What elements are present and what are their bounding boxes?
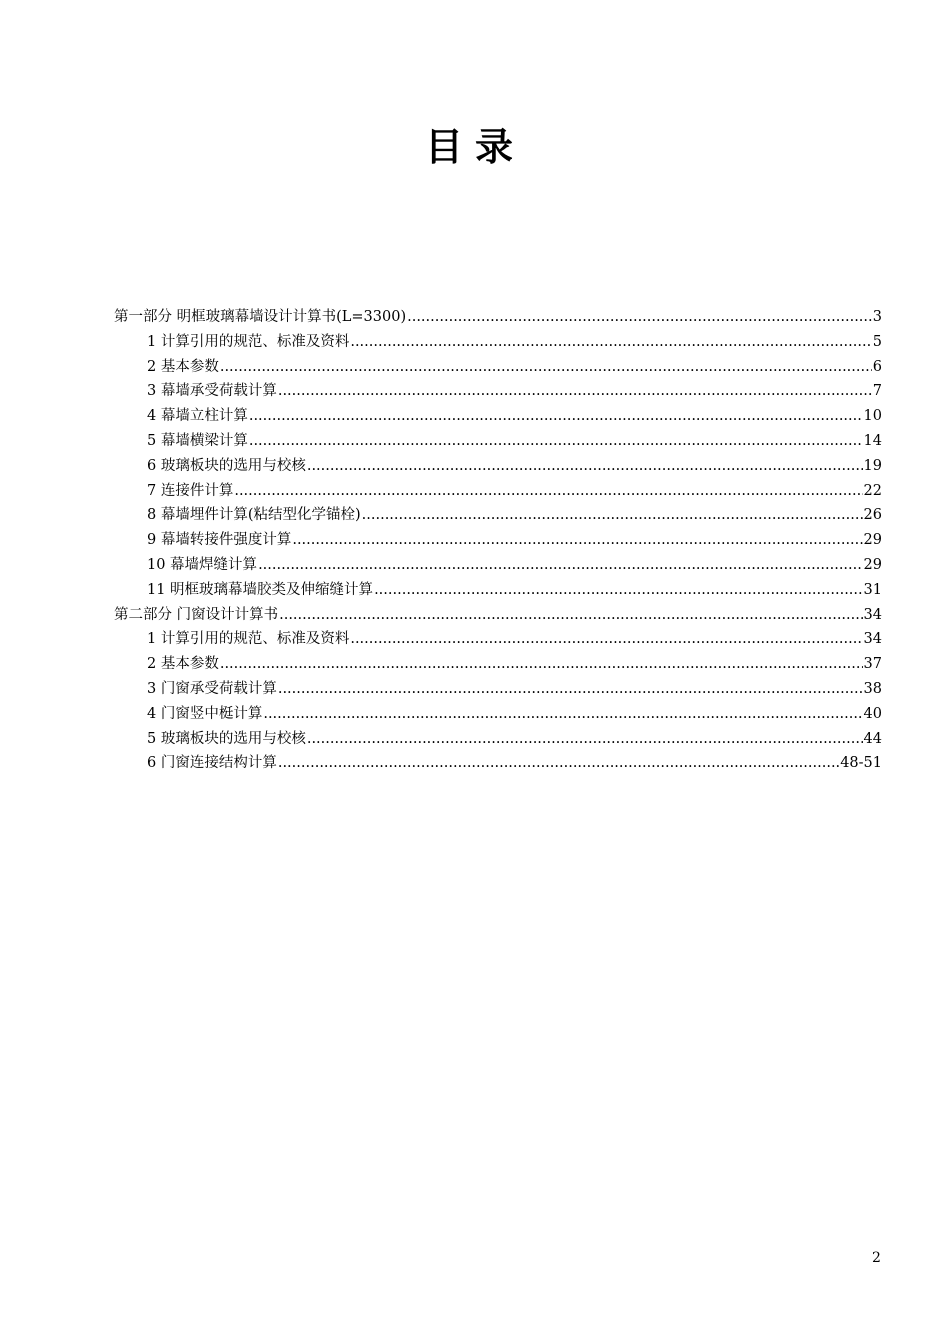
toc-entry[interactable]	[114, 727, 882, 752]
page-number: 2	[872, 1250, 881, 1266]
toc-entry-page: 19	[863, 457, 882, 474]
toc-entry-label: 4 幕墙立柱计算	[147, 408, 248, 425]
toc-entry-page: 40	[863, 705, 882, 722]
toc-leader-dots	[249, 429, 863, 454]
toc-leader-dots	[350, 627, 862, 652]
toc-entry-label: 第一部分 明框玻璃幕墙设计计算书(L=3300)	[114, 309, 407, 325]
toc-entry-label: 7 连接件计算	[147, 482, 234, 499]
toc-leader-dots	[263, 702, 862, 727]
toc-entry[interactable]	[114, 751, 882, 776]
toc-leader-dots	[249, 404, 863, 429]
toc-leader-dots	[307, 727, 863, 752]
toc-entry[interactable]	[114, 578, 882, 603]
toc-entry-page: 34	[863, 606, 882, 623]
toc-leader-dots	[362, 503, 863, 528]
toc-entry-label: 第二部分 门窗设计计算书	[114, 606, 279, 623]
toc-entry-page: 38	[863, 680, 882, 697]
toc-entry-page: 29	[863, 556, 882, 573]
toc-entry-page: 7	[872, 383, 882, 400]
toc-leader-dots	[292, 528, 862, 553]
toc-entry-label: 2 基本参数	[147, 656, 219, 673]
toc-entry-label: 6 门窗连接结构计算	[147, 755, 277, 772]
toc-entry-page: 29	[863, 532, 882, 549]
toc-entry-label: 6 玻璃板块的选用与校核	[147, 457, 306, 474]
toc-entry[interactable]	[114, 479, 882, 504]
toc-entry-label: 4 门窗竖中梃计算	[147, 705, 263, 722]
toc-entry[interactable]	[114, 305, 882, 330]
toc-entry-label: 11 明框玻璃幕墙胶类及伸缩缝计算	[147, 581, 374, 598]
toc-leader-dots	[234, 479, 862, 504]
toc-entry-page: 48-51	[840, 755, 882, 772]
toc-entry[interactable]	[114, 677, 882, 702]
toc-leader-dots	[258, 553, 862, 578]
toc-entry[interactable]	[114, 528, 882, 553]
toc-entry[interactable]	[114, 603, 882, 628]
toc-entry-page: 44	[863, 730, 882, 747]
toc-entry-page: 5	[872, 333, 882, 350]
toc-leader-dots	[407, 305, 872, 330]
toc-leader-dots	[279, 603, 862, 628]
toc-entry-label: 5 玻璃板块的选用与校核	[147, 730, 306, 747]
toc-entry-page: 22	[863, 482, 882, 499]
toc-entry-label: 10 幕墙焊缝计算	[147, 556, 258, 573]
toc-leader-dots	[350, 330, 871, 355]
toc-entry[interactable]	[114, 454, 882, 479]
toc-entry-label: 1 计算引用的规范、标准及资料	[147, 333, 350, 350]
toc-entry[interactable]	[114, 330, 882, 355]
table-of-contents	[114, 305, 882, 776]
toc-entry[interactable]	[114, 627, 882, 652]
toc-entry[interactable]	[114, 355, 882, 380]
toc-leader-dots	[374, 578, 862, 603]
toc-leader-dots	[278, 751, 839, 776]
toc-leader-dots	[220, 652, 863, 677]
toc-entry-label: 3 门窗承受荷载计算	[147, 680, 277, 697]
toc-entry-label: 1 计算引用的规范、标准及资料	[147, 631, 350, 648]
page-title: 目录	[424, 125, 525, 169]
toc-entry[interactable]	[114, 553, 882, 578]
toc-entry[interactable]	[114, 652, 882, 677]
toc-leader-dots	[220, 355, 872, 380]
toc-entry-label: 5 幕墙横梁计算	[147, 432, 248, 449]
toc-entry-page: 34	[863, 631, 882, 648]
toc-entry-page: 6	[872, 358, 882, 375]
toc-leader-dots	[278, 677, 863, 702]
toc-entry[interactable]	[114, 404, 882, 429]
toc-entry-label: 2 基本参数	[147, 358, 219, 375]
toc-leader-dots	[307, 454, 863, 479]
toc-entry-label: 3 幕墙承受荷载计算	[147, 383, 277, 400]
toc-entry-page: 14	[863, 432, 882, 449]
toc-entry-page: 26	[863, 507, 882, 524]
toc-entry[interactable]	[114, 503, 882, 528]
toc-entry[interactable]	[114, 702, 882, 727]
toc-entry[interactable]	[114, 379, 882, 404]
toc-entry-label: 9 幕墙转接件强度计算	[147, 532, 292, 549]
toc-entry-page: 10	[863, 408, 882, 425]
toc-entry-label: 8 幕墙埋件计算(粘结型化学锚栓)	[147, 507, 361, 524]
toc-entry-page: 37	[863, 656, 882, 673]
toc-entry-page: 3	[872, 309, 882, 325]
toc-leader-dots	[278, 379, 872, 404]
toc-entry[interactable]	[114, 429, 882, 454]
toc-entry-page: 31	[863, 581, 882, 598]
